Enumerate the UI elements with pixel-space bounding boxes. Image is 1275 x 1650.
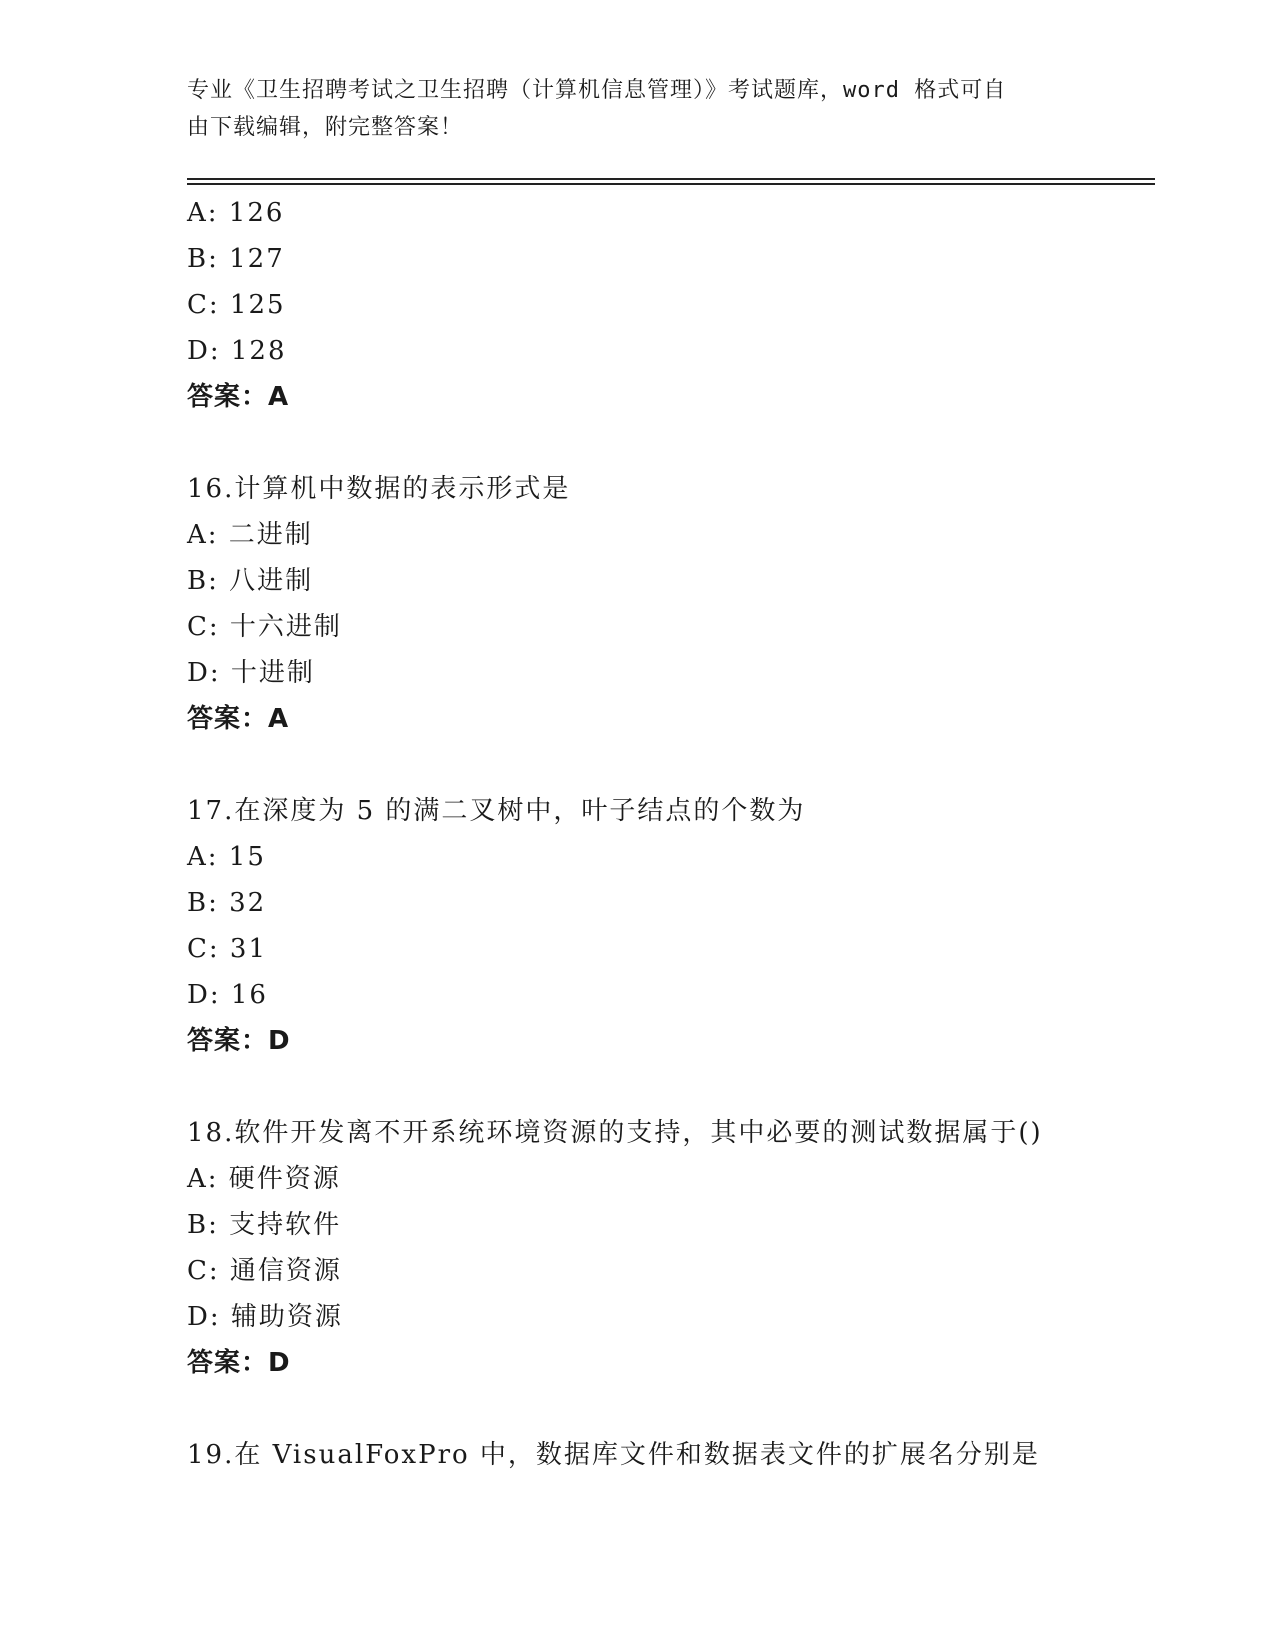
question-17 [187, 788, 1155, 1064]
option-a: A: 硬件资源 [187, 1164, 341, 1194]
question-16 [187, 466, 1155, 742]
option-d: D: 十进制 [187, 658, 315, 688]
question-text: 18.软件开发离不开系统环境资源的支持，其中必要的测试数据属于() [187, 1118, 1043, 1148]
answer-line: 答案：D [187, 1026, 291, 1056]
option-b: B: 127 [187, 244, 285, 274]
option-c: C: 通信资源 [187, 1256, 342, 1286]
option-b: B: 32 [187, 888, 267, 918]
answer-line: 答案：A [187, 382, 290, 412]
question-list [187, 190, 1155, 1478]
question-text: 17.在深度为 5 的满二叉树中，叶子结点的个数为 [187, 796, 806, 826]
question-text: 16.计算机中数据的表示形式是 [187, 474, 571, 504]
option-d: D: 16 [187, 980, 268, 1010]
option-b: B: 八进制 [187, 566, 314, 596]
answer-line: 答案：A [187, 704, 290, 734]
document-header [187, 72, 1067, 146]
header-line-1: 专业《卫生招聘考试之卫生招聘（计算机信息管理）》考试题库，word 格式可自 [187, 78, 1007, 103]
option-d: D: 辅助资源 [187, 1302, 343, 1332]
header-line-2: 由下载编辑，附完整答案！ [187, 115, 464, 140]
question-text: 19.在 VisualFoxPro 中，数据库文件和数据表文件的扩展名分别是 [187, 1440, 1040, 1470]
option-a: A: 15 [187, 842, 266, 872]
option-a: A: 126 [187, 198, 285, 228]
header-divider-bottom [187, 183, 1155, 185]
question-18 [187, 1110, 1155, 1386]
option-c: C: 31 [187, 934, 268, 964]
option-c: C: 十六进制 [187, 612, 342, 642]
option-a: A: 二进制 [187, 520, 313, 550]
option-b: B: 支持软件 [187, 1210, 342, 1240]
question-19 [187, 1432, 1155, 1478]
question-15-continued [187, 190, 1155, 420]
header-divider-top [187, 178, 1155, 180]
answer-line: 答案：D [187, 1348, 291, 1378]
option-d: D: 128 [187, 336, 287, 366]
option-c: C: 125 [187, 290, 286, 320]
